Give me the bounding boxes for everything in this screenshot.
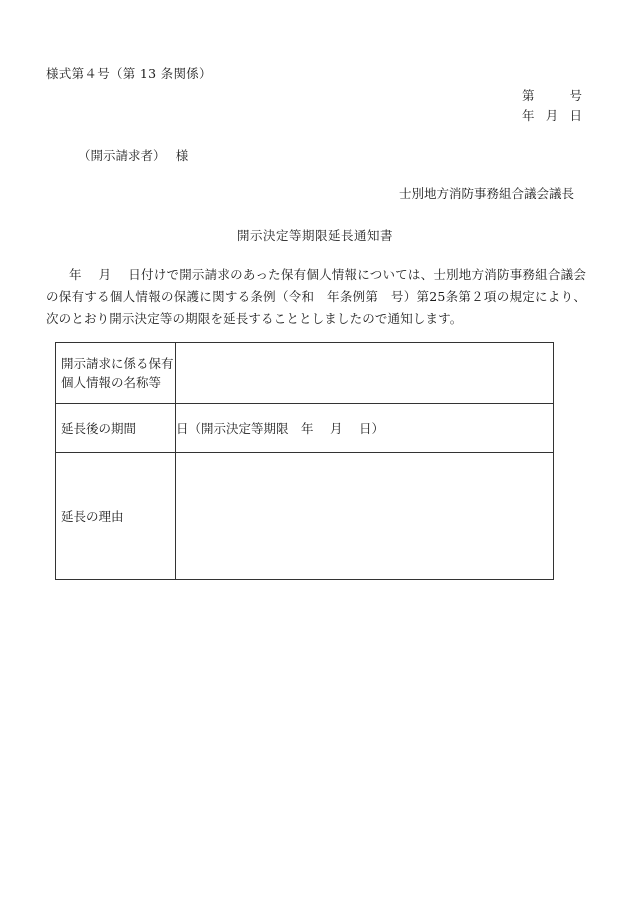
info-table	[55, 342, 554, 580]
sender: 士別地方消防事務組合議会議長	[398, 186, 574, 201]
table-row	[56, 453, 554, 580]
row-value-extension-reason	[176, 453, 554, 580]
doc-number-prefix: 第	[522, 88, 535, 103]
addressee: （開示請求者） 様	[78, 148, 189, 163]
document-number	[522, 86, 582, 104]
row-label-extension-reason: 延長の理由	[56, 453, 176, 580]
date-day: 日	[569, 108, 582, 123]
table-row	[56, 404, 554, 453]
document-date	[522, 106, 582, 124]
document-title: 開示決定等期限延長通知書	[236, 228, 393, 243]
row-label-info-name: 開示請求に係る保有個人情報の名称等	[56, 343, 176, 404]
date-month: 月	[545, 108, 559, 123]
row-label-extended-period: 延長後の期間	[56, 404, 176, 453]
form-number: 様式第４号（第 13 条関係）	[46, 66, 212, 81]
date-year: 年	[522, 108, 535, 123]
row-value-extended-period: 日（開示決定等期限 年 月 日）	[176, 404, 554, 453]
doc-number-suffix: 号	[569, 88, 582, 103]
row-value-info-name	[176, 343, 554, 404]
table-row	[56, 343, 554, 404]
body-paragraph: 年 月 日付けで開示請求のあった保有個人情報については、士別地方消防事務組合議会の保有する個人情報の保護に関する条例（令和 年条例第 号）第25条第２項の規定により、次のとおり開示決定等の期限を延長することとしましたので通知します。	[46, 267, 586, 326]
